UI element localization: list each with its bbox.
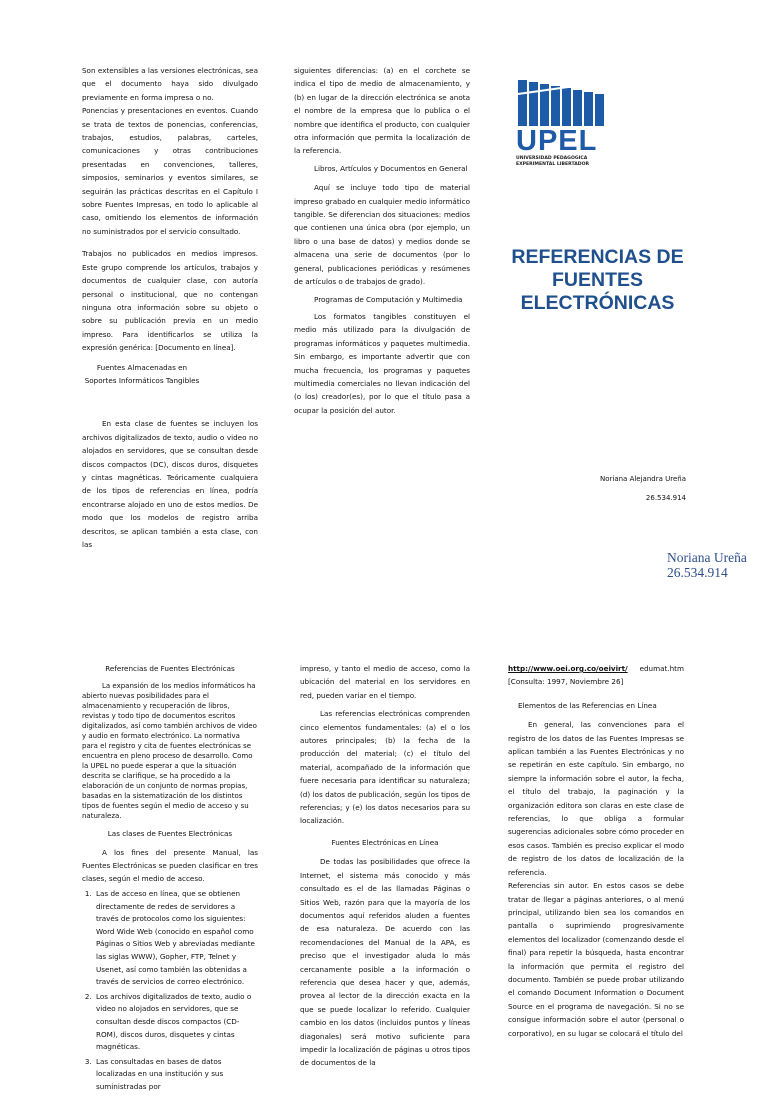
bottom-column-2	[300, 662, 470, 1070]
paragraph: Son extensibles a las versiones electrónicas, sea que el documento haya sido divulgado previamente en forma impresa o no.	[82, 66, 258, 102]
section-heading: Fuentes Electrónicas en Línea	[331, 837, 439, 847]
paragraph: Aquí se incluye todo tipo de material impreso grabado en cualquier medio informático tangible. Se diferencian dos situaciones: medios que contienen una única obra (por ejemplo, un libro o una base de datos) y medios donde se almacena una serie de documentos (por lo general, publicaciones periódicas y resúmenes de artículos o de trabajos de grado).	[294, 183, 470, 287]
logo-subtitle: EXPERIMENTAL LIBERTADOR	[516, 162, 590, 167]
section-heading: Programas de Computación y Multimedia	[314, 294, 463, 304]
consulta-date: [Consulta: 1997, Noviembre 26]	[508, 677, 624, 687]
signature	[667, 550, 747, 580]
list-item: 2. Los archivos digitalizados de texto, audio o video no alojados en servidores, que se consultan desde discos compactos (CD-ROM), discos duros, disquetes y cintas magnéticas.	[94, 991, 258, 1054]
reference-line	[508, 662, 684, 675]
author-id: 26.534.914	[645, 494, 686, 502]
paragraph: Ponencias y presentaciones en eventos. Cuando se trata de textos de ponencias, conferencias, trabajos, estudios, palabras, carteles, comunicaciones y otras contribuciones presentadas en convenciones, talleres, simposios, seminarios y eventos similares, se seguirán las prácticas descritas en el Capítulo I sobre Fuentes Impresas, en todo lo aplicable al caso, omitiendo los elementos de información no suministrados por el servicio consultado.	[82, 106, 258, 236]
paragraph: A los fines del presente Manual, las Fuentes Electrónicas se pueden clasificar en tres clases, según el medio de acceso.	[82, 848, 258, 883]
top-column-1	[82, 64, 258, 551]
section-heading: Libros, Artículos y Documentos en General	[314, 163, 468, 173]
paragraph: Las referencias electrónicas comprenden cinco elementos fundamentales: (a) el o los autores principales; (b) la fecha de la producción del material; (c) el título del material, acompañado de la información que fuere necesaria para identificar su naturaleza; (d) los datos de publicación, según los tipos de referencias; y (e) los datos necesarios para su localización.	[300, 709, 470, 826]
list-item: 3. Las consultadas en bases de datos localizadas en una institución y sus suministradas por	[94, 1056, 258, 1094]
reference-url-tail: edumat.htm	[639, 664, 684, 673]
signature-name: Noriana Ureña	[667, 550, 747, 565]
logo-text: UPEL	[516, 125, 598, 157]
section-heading: Fuentes Almacenadas en Soportes Informáticos Tangibles	[84, 362, 200, 385]
paragraph: En general, las convenciones para el registro de los datos de las Fuentes Impresas se aplican también a las Fuentes Electrónicas y no se repetirán en este capítulo. Sin embargo, no siempre la información sobre el autor, la fecha, el título del trabajo, la paginación y la organización editora son claras en este clase de referencias, lo que obliga a formular sugerencias adicionales sobre cómo proceder en esos casos. También es preciso explicar el modo de registro de los datos de localización de la referencia.	[508, 720, 684, 877]
bottom-column-3	[508, 662, 684, 1040]
source-classes-list	[82, 888, 258, 1094]
section-heading: Elementos de las Referencias en Línea	[518, 700, 657, 710]
signature-id: 26.534.914	[667, 565, 728, 580]
upel-logo	[516, 80, 616, 172]
top-column-2	[294, 64, 470, 417]
paragraph: De todas las posibilidades que ofrece la Internet, el sistema más conocido y más consultado es el de las llamadas Páginas o Sitios Web, razón para que la mayoría de los documentos aquí referidos aluden a fuentes de esa naturaleza. De acuerdo con las recomendaciones del Manual de la APA, es preciso que el investigador aluda lo más cercanamente posible a la información o referencia que desea hacer y que, además, provea al lector de la dirección exacta en la que se puede localizar lo referido. Cualquier cambio en los datos (incluidos puntos y líneas diagonales) será motivo suficiente para impedir la localización de páginas u otros tipos de documentos de la	[300, 857, 470, 1068]
paragraph: En esta clase de fuentes se incluyen los archivos digitalizados de texto, audio o video no alojados en servidores, que se consultan desde discos compactos (DC), discos duros, disquetes y cintas magnéticas. Teóricamente cualquiera de los tipos de referencias en línea, podría encontrarse alojado en uno de estos medios. De modo que los modelos de registro arriba descritos, se aplican también a esta clase, con las	[82, 419, 258, 549]
paragraph: Trabajos no publicados en medios impresos. Este grupo comprende los artículos, trabajos y documentos de cualquier clase, con autoría personal o institucional, que no contengan ninguna otra información sobre su objeto o sobre su publicación previa en un medio impreso. Para identificarlos se utiliza la expresión genérica: [Documento en línea].	[82, 249, 258, 353]
reference-url[interactable]: http://www.oei.org.co/oeivirt/	[508, 664, 628, 673]
paragraph: Los formatos tangibles constituyen el medio más utilizado para la divulgación de programas informáticos y paquetes multimedia. Sin embargo, es importante advertir que con mucha frecuencia, los programas y paquetes multimedia comerciales no llevan indicación del (o los) creador(es), por lo que el título pasa a ocupar la posición del autor.	[294, 311, 470, 415]
bottom-column-1	[82, 662, 258, 1096]
list-item: 1. Las de acceso en línea, que se obtienen directamente de redes de servidores a través de protocolos como los siguientes: Word Wide Web (conocido en español como Páginas o Sitios Web y abreviadas mediante las siglas WWW), Gopher, FTP, Telnet y Usenet, así como también las obtenidas a través de servicios de correo electrónico.	[94, 888, 258, 989]
brochure-title: REFERENCIAS DE FUENTES ELECTRÓNICAS	[511, 246, 684, 314]
paragraph: Referencias sin autor. En estos casos se debe tratar de llegar a páginas anteriores, o al menú principal, utilizando bien sea los comandos en pantalla o suprimiendo progresivamente elementos del localizador (comenzando desde el final) para repetir la búsqueda, hasta encontrar la información que permita el registro del documento. También se puede probar utilizando el comando Document Information o Document Source en el programa de navegación. Si no se consigue información sobre el autor (personal o corporativo), en su lugar se colocará el título del	[508, 881, 684, 1038]
paragraph: siguientes diferencias: (a) en el corchete se indica el tipo de medio de almacenamiento, y (b) en lugar de la dirección electrónica se anota el nombre de la empresa que lo publica o el nombre que identifica el producto, con cualquier otra información que permita la localización de la referencia.	[294, 66, 470, 156]
paragraph: La expansión de los medios informáticos ha abierto nuevas posibilidades para el almacenamiento y recuperación de libros, revistas y todo tipo de documentos escritos digitalizados, así como también archivos de video y audio en formato electrónico. La normativa para el registro y cita de fuentes electrónicas se encuentra en pleno proceso de desarrollo. Como la UPEL no puede esperar a que la situación descrita se clarifique, se ha procedido a la elaboración de un conjunto de normas propias, basadas en la sistematización de los distintos tipos de fuentes según el medio de acceso y su naturaleza.	[82, 682, 257, 820]
section-heading: Las clases de Fuentes Electrónicas	[107, 829, 233, 838]
section-heading: Referencias de Fuentes Electrónicas	[105, 664, 235, 673]
author-name: Noriana Alejandra Ureña	[599, 475, 686, 483]
paragraph: impreso, y tanto el medio de acceso, como la ubicación del material en los servidores en red, pueden variar en el tiempo.	[300, 664, 470, 700]
logo-subtitle: UNIVERSIDAD PEDAGOGICA	[516, 156, 588, 161]
